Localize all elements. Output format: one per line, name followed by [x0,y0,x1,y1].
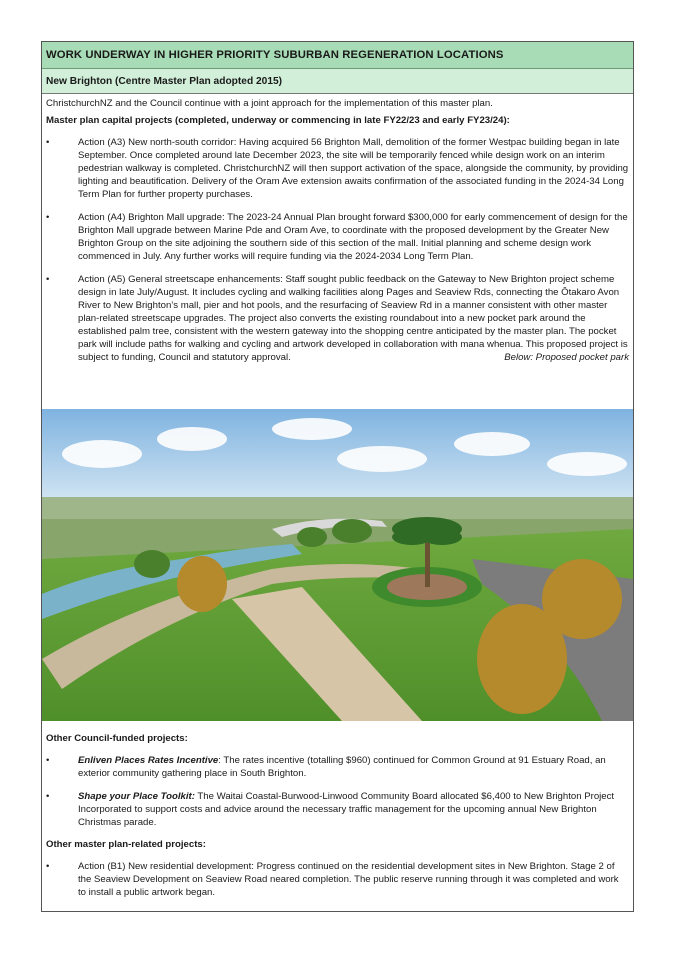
list-item-lead: Shape your Place Toolkit: [78,791,195,802]
list-item [42,273,633,364]
list-item-lead: Enliven Places Rates Incentive [78,755,219,766]
list-item-text: Action (B1) New residential development: Progress continued on the residential development sites in New Brighton. Stage 2 of the Seaview Development on Seaview Road neared completion. The public reserve running through it was completed and work to install a public artwork began. [78,861,619,898]
bullet-icon: • [46,137,50,148]
image-caption: Below: Proposed pocket park [504,352,629,363]
list-item-text: The Waitai Coastal-Burwood-Linwood Community Board allocated $6,400 to New Brighton Project Incorporated to support costs and advice around the necessary traffic management for the upcoming annual New Brighton Christmas parade. [78,791,615,828]
section-header [42,42,633,69]
other-master-heading: Other master plan-related projects: [46,839,206,850]
list-item [42,754,633,780]
intro-block [42,94,633,127]
pocket-park-rendering [42,409,633,721]
bullet-icon: • [46,791,50,802]
list-item [42,211,633,263]
report-panel [41,41,634,912]
list-item [42,790,633,829]
list-item [42,860,633,899]
capital-projects-list [42,136,633,364]
intro-text: ChristchurchNZ and the Council continue with a joint approach for the implementation of this master plan. [46,98,493,109]
location-header [42,69,633,94]
list-item [42,136,633,201]
section-title: WORK UNDERWAY IN HIGHER PRIORITY SUBURBAN REGENERATION LOCATIONS [46,49,504,61]
location-title: New Brighton (Centre Master Plan adopted 2015) [46,75,283,87]
other-council-list [42,754,633,829]
other-projects-block [42,732,633,899]
list-item-text: Action (A4) Brighton Mall upgrade: The 2023-24 Annual Plan brought forward $300,000 for early commencement of design for the Brighton Mall upgrade between Marine Pde and Oram Ave, to coordinate with the proposed development by the Greater New Brighton Group on the site adjoining the southern side of this section of the mall. Initial planning and scheme design work commenced in July. Any further works will require funding via the 2024-2034 Long Term Plan. [78,212,628,262]
capital-projects-heading: Master plan capital projects (completed, underway or commencing in late FY22/23 and early FY23/24): [46,115,510,126]
other-master-list [42,860,633,899]
bullet-icon: • [46,755,50,766]
bullet-icon: • [46,861,50,872]
bullet-icon: • [46,274,50,285]
list-item-text: Action (A5) General streetscape enhancements: Staff sought public feedback on the Gateway to New Brighton project scheme design in late July/August. It includes cycling and walking facilities along Pages and Seaview Rds, connecting the Ōtakaro Avon River to New Brighton’s mall, pier and hot pools, and the resurfacing of Seaview Rd in a manner consistent with other master plan-related streetscape upgrades. The project also converts the existing roundabout into a new pocket park around the established palm tree, consistent with the western gateway into the shopping centre anticipated by the master plan. The pocket park will include paths for walking and cycling and artwork developed in collaboration with mana whenua. This proposed project is subject to funding, Council and statutory approval. [78,274,628,363]
list-item-text: Action (A3) New north-south corridor: Having acquired 56 Brighton Mall, demolition of the former Westpac building began in late September. Once completed around late December 2023, the site will be temporarily fenced while design work on an interim pedestrian walkway is completed. ChristchurchNZ will then support activation of the space, alongside the community, by providing lighting and beautification. Delivery of the Oram Ave extension awaits confirmation of the associated funding in the 2024-34 Long Term Plan for further property purchases. [78,137,629,200]
bullet-icon: • [46,212,50,223]
list-item-text: : The rates incentive (totalling $960) continued for Common Ground at 91 Estuary Road, an exterior community gathering place in South Brighton. [78,755,606,779]
other-council-heading: Other Council-funded projects: [46,733,188,744]
